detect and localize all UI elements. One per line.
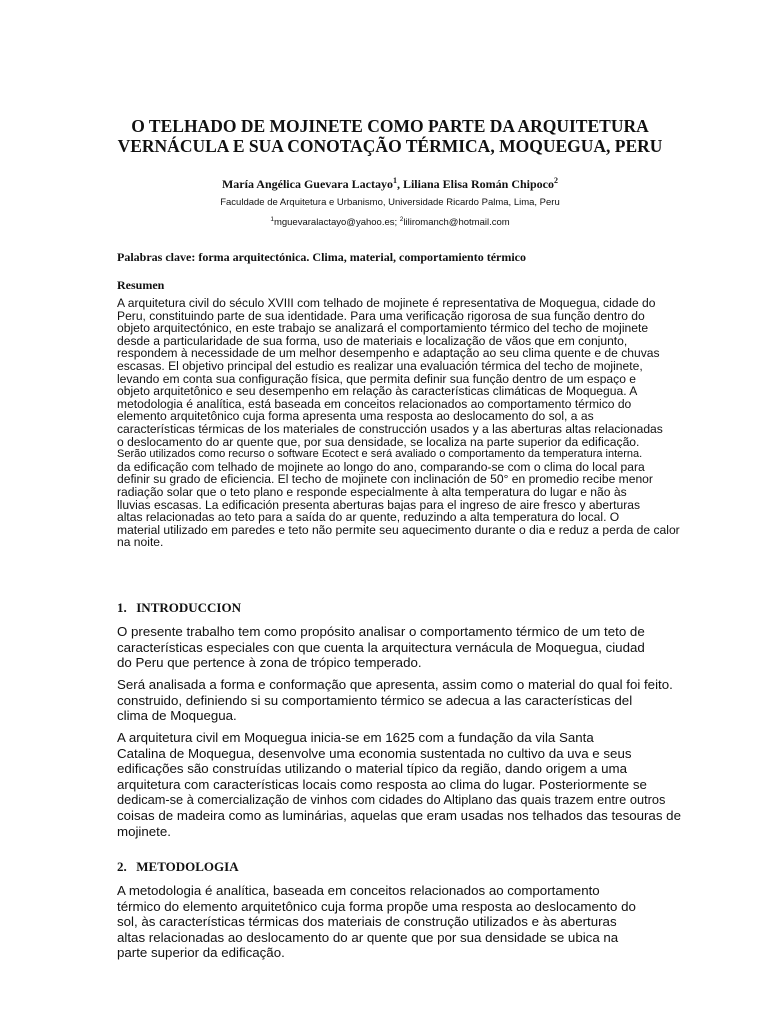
section-number: 2. [117,859,127,874]
abstract-line: levando em conta sua configuração física, que permita definir sua função dentro de um espaço e [117,372,637,386]
section-heading-introduccion [117,600,241,616]
paragraph-line: térmico do elemento arquitetônico cuja forma propõe uma resposta ao deslocamento do [117,898,636,914]
paragraph-line: construido, definiendo si su comportamiento térmico se adecua a las características del [117,692,633,708]
abstract-line: A arquitetura civil do século XVIII com telhado de mojinete é representativa de Moquegua, cidade do [117,297,656,310]
section-title: METODOLOGIA [136,859,239,874]
paragraph-line: características especiales con que cuenta la arquitectura vernácula de Moquegua, ciudad [117,639,645,655]
abstract-line: elemento arquitetônico cuja forma apresenta uma resposta ao deslocamento do sol, a as [117,410,594,423]
abstract-line: metodologia é analítica, está baseada em conceitos relacionados ao comportamento térmico do [117,397,632,411]
abstract-line: na noite. [117,536,164,549]
author-emails [120,216,660,228]
paragraph-line: mojinete. [117,823,171,839]
paragraph-line: A metodologia é analítica, baseada em conceitos relacionados ao comportamento [117,883,600,898]
section-heading-metodologia [117,859,239,875]
paragraph-line: Será analisada a forma e conformação que apresenta, assim como o material do qual foi feito. [117,677,673,692]
author-2-affil-mark: 2 [554,176,558,185]
paragraph-line: altas relacionadas ao deslocamento do ar quente que por sua densidade se ubica na [117,929,619,945]
author-2: Liliana Elisa Román Chipoco [402,177,554,191]
abstract-line: objeto arquitetônico e seu desempenho em relação às características climáticas de Moquegua. A [117,385,638,398]
abstract-line: respondem à necessidade de um melhor desempenho e adaptação ao seu clima quente e de chuvas [117,347,660,360]
abstract-line: da edificação com telhado de mojinete ao longo do ano, comparando-se com o clima do local para [117,460,645,474]
email-1: mguevaralactayo@yahoo.es; [273,217,400,229]
abstract-line: desde a particularidade de sua forma, uso de materiais e localização de vãos que em conjunto, [117,334,628,348]
abstract-line: definir su grado de eficiencia. El techo de mojinete con inclinación de 50° en promedio recibe menor [117,473,653,486]
abstract-line: Peru, constituindo parte de sua identidade. Para uma verificação rigorosa de sua função dentro do [117,309,645,323]
abstract-line: objeto arquitectónico, en este trabajo se analizará el comportamiento térmico del techo de mojinete [117,322,649,335]
paragraph-line: Catalina de Moquegua, desenvolve uma economia sustentada no cultivo da uva e seus [117,745,632,761]
paragraph-line: parte superior da edificação. [117,945,285,961]
paragraph-line: O presente trabalho tem como propósito analisar o comportamento térmico de um teto de [117,624,645,639]
paragraph-line: do Peru que pertence à zona de trópico temperado. [117,655,422,671]
paragraph-line: clima de Moquegua. [117,708,237,724]
paper-title [80,116,700,156]
abstract-line: o deslocamento do ar quente que, por sua densidade, se localiza na parte superior da edificação. [117,435,640,449]
intro-paragraph-2 [117,677,692,724]
intro-paragraph-3 [117,730,692,839]
affiliation: Faculdade de Arquitetura e Urbanismo, Universidade Ricardo Palma, Lima, Peru [220,197,560,208]
paragraph-line: coisas de madeira como as luminárias, aquelas que eram usadas nos telhados das tesouras de [117,807,681,823]
paper-title-line-1: O TELHADO DE MOJINETE COMO PARTE DA ARQUITETURA [131,116,649,136]
author-list [80,176,700,192]
paragraph-line: A arquitetura civil em Moquegua inicia-se em 1625 com a fundação da vila Santa [117,730,594,745]
abstract-heading: Resumen [117,278,165,292]
intro-paragraph-1 [117,624,692,671]
abstract-line: lluvias escasas. La edificación presenta aberturas bajas para el ingreso de aire fresco y aberturas [117,498,641,512]
email-2-mark: 2 [399,216,404,223]
abstract-line: altas relacionadas ao teto para a saída do ar quente, reduzindo a alta temperatura do local. O [117,511,620,524]
paper-title-line-2: VERNÁCULA E SUA CONOTAÇÃO TÉRMICA, MOQUEGUA, PERU [117,136,663,156]
email-2: liliromanch@hotmail.com [403,217,510,229]
abstract-line: material utilizado em paredes e teto não permite seu aquecimento durante o dia e reduz a perda de calor [117,523,680,537]
paragraph-line: arquitetura com características locais como resposta ao clima do lugar. Posteriormente se [117,776,647,792]
paragraph-line: edificações são construídas utilizando o material típico da região, dando origem a uma [117,761,628,777]
method-paragraph-1 [117,883,692,961]
abstract-line: escasas. El objetivo principal del estudio es realizar una evaluación térmica del techo de mojinete, [117,359,643,373]
paragraph-line: dedicam-se à comercialização de vinhos com cidades do Altiplano das quais trazem entre outros [117,792,666,808]
author-1: María Angélica Guevara Lactayo [221,177,393,191]
email-1-mark: 1 [270,216,274,223]
section-title: INTRODUCCION [136,600,241,615]
abstract-line: Serão utilizados como recurso o software Ecotect e será avaliado o comportamento da temperatura interna. [117,448,643,461]
author-1-affil-mark: 1 [392,176,397,185]
author-separator: , [396,177,403,191]
section-number: 1. [117,600,127,615]
abstract-line: características térmicas de los materiales de construcción usados y a las aberturas altas relacionadas [117,422,663,436]
abstract-text [117,297,692,549]
abstract-line: radiação solar que o teto plano e responde especialmente à alta temperatura do lugar e não às [117,485,627,499]
keywords: Palabras clave: forma arquitectónica. Clima, material, comportamiento térmico [117,250,526,264]
paragraph-line: sol, às características térmicas dos materiais de construção utilizados e às aberturas [117,914,617,930]
